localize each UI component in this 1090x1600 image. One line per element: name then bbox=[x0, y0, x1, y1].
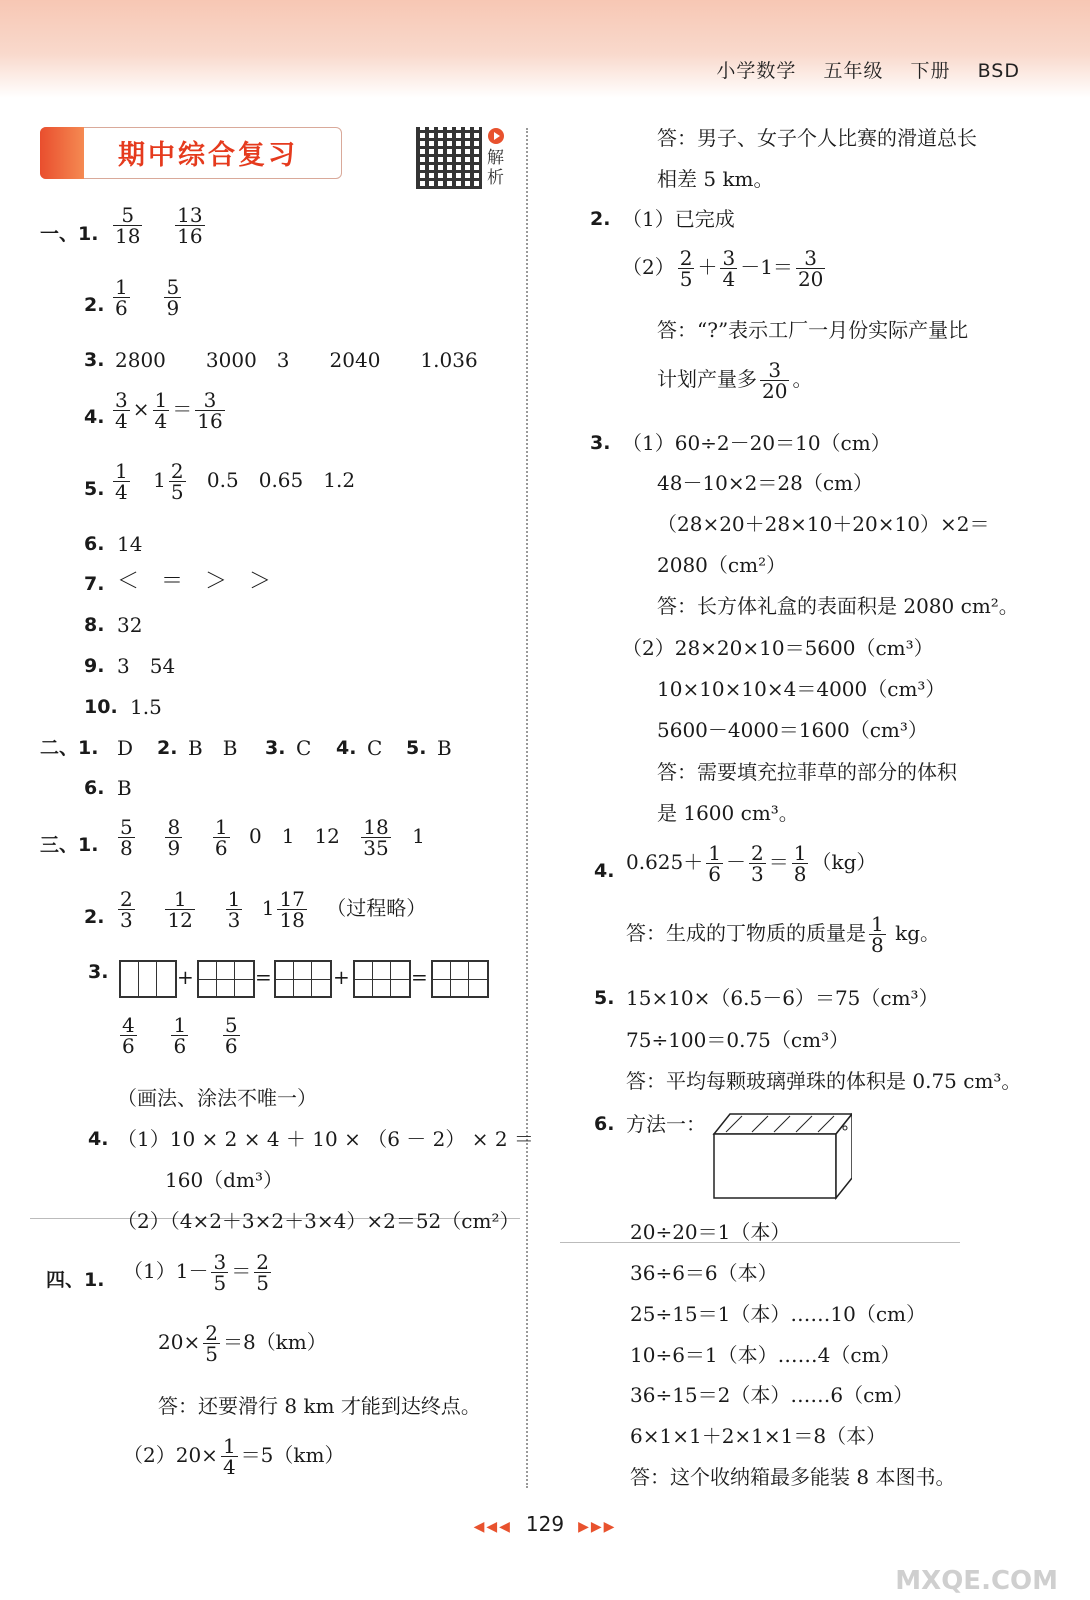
answer-s3-q4-line1: （1）10 × 2 × 4 ＋ 10 × （6 － 2） × 2 ＝ bbox=[117, 1127, 534, 1151]
answer-s2-q4: C bbox=[367, 736, 383, 760]
answer-s1-q8: 32 bbox=[117, 613, 143, 637]
answer-s3-q3: $\frac{4}{6}$ $\frac{1}{6}$ $\frac{5}{6}$ bbox=[122, 1013, 238, 1058]
answer-r-q6-method: 方法一： bbox=[626, 1112, 706, 1136]
plus-sign: + bbox=[333, 965, 350, 989]
answer-r-q2-ans1: 答：“?”表示工厂一月份实际产量比 bbox=[657, 318, 969, 342]
prev-arrows-icon: ◀◀◀ bbox=[473, 1519, 512, 1535]
answer-s4-q1-c: （2）20× $\frac{1}{4}$ ＝5（km） bbox=[123, 1434, 345, 1479]
answer-r-q3-line: 答：需要填充拉菲草的部分的体积 bbox=[657, 760, 957, 784]
answer-s2-q6: B bbox=[117, 776, 132, 800]
title-tab bbox=[40, 127, 84, 179]
answer-r-q5-line: 15×10×（6.5－6）＝75（cm³） bbox=[626, 986, 939, 1010]
answer-r-line2: 相差 5 km。 bbox=[657, 167, 774, 191]
page-title: 期中综合复习 bbox=[118, 140, 298, 171]
equals-sign: = bbox=[411, 965, 428, 989]
answer-s1-q1: $\frac{5}{18}$ $\frac{13}{16}$ bbox=[115, 203, 203, 248]
q-label: 6. bbox=[84, 777, 105, 799]
answer-s4-q1-b: 20× $\frac{2}{5}$ ＝8（km） bbox=[158, 1321, 327, 1366]
answer-s4-q1-ans: 答：还要滑行 8 km 才能到达终点。 bbox=[158, 1394, 481, 1418]
q-label: 7. bbox=[84, 573, 105, 595]
q-label: 2. bbox=[590, 208, 611, 230]
q-label: 8. bbox=[84, 614, 105, 636]
answer-r-q6-line: 36÷15＝2（本）……6（cm） bbox=[630, 1383, 914, 1407]
q-label: 5. bbox=[594, 987, 615, 1009]
qr-label: 解析 bbox=[487, 148, 504, 188]
answer-s1-q2: $\frac{1}{6}$ $\frac{5}{9}$ bbox=[115, 275, 180, 320]
answer-s3-q2: $\frac{2}{3}$ $\frac{1}{12}$ $\frac{1}{3}$ 1 $\frac{17}{18}$ （过程略） bbox=[120, 887, 427, 932]
answer-s3-q4-line3: （2）（4×2＋3×2＋3×4）×2＝52（cm²） bbox=[117, 1209, 520, 1233]
play-icon[interactable] bbox=[488, 128, 504, 144]
answer-s4-q1-a: （1）1－ $\frac{3}{5}$ ＝ $\frac{2}{5}$ bbox=[123, 1250, 269, 1295]
q-label: 5. bbox=[406, 737, 427, 759]
fraction-grid-1 bbox=[119, 960, 177, 998]
answer-r-q3-line: （28×20＋28×10＋20×10）×2＝ bbox=[657, 512, 990, 536]
header-subject: 小学数学 bbox=[716, 60, 797, 82]
answer-s3-q1: $\frac{5}{8}$ $\frac{8}{9}$ $\frac{1}{6}$ 0 1 12 $\frac{18}{35}$ 1 bbox=[120, 815, 425, 860]
answer-r-q4: 0.625＋ $\frac{1}{6}$ － $\frac{2}{3}$ ＝ $\frac{1}{8}$ （kg） bbox=[626, 841, 877, 886]
answer-s1-q10: 1.5 bbox=[130, 695, 162, 719]
fraction-grid-3 bbox=[274, 960, 332, 998]
q-label: 4. bbox=[88, 1128, 109, 1150]
answer-s1-q9: 3 54 bbox=[117, 654, 176, 678]
equals-sign: = bbox=[255, 965, 272, 989]
answer-r-q3-line: 是 1600 cm³。 bbox=[657, 801, 799, 825]
fraction-grid-4 bbox=[353, 960, 411, 998]
q-label: 4. bbox=[84, 406, 105, 428]
answer-r-q6-line: 10÷6＝1（本）……4（cm） bbox=[630, 1343, 901, 1367]
answer-r-q3-line: 答：长方体礼盒的表面积是 2080 cm²。 bbox=[657, 594, 1019, 618]
answer-r-q2-ans2: 计划产量多 $\frac{3}{20}$ 。 bbox=[657, 358, 813, 403]
answer-s1-q6: 14 bbox=[117, 532, 143, 556]
q-label: 6. bbox=[594, 1113, 615, 1135]
answer-r-q6-line: 20÷20＝1（本） bbox=[630, 1220, 791, 1244]
answer-s3-q3-note: （画法、涂法不唯一） bbox=[117, 1086, 317, 1110]
answer-r-q3-line: （1）60÷2－20＝10（cm） bbox=[622, 431, 891, 455]
answer-s3-q4-line2: 160（dm³） bbox=[165, 1168, 283, 1192]
answer-r-q3-line: 2080（cm²） bbox=[657, 553, 787, 577]
header-volume: 下册 bbox=[910, 60, 951, 82]
q-label: 6. bbox=[84, 533, 105, 555]
answer-r-q2-a: （1）已完成 bbox=[622, 207, 735, 231]
header-info bbox=[696, 56, 1020, 83]
q-label: 5. bbox=[84, 478, 105, 500]
answer-r-q3-line: 48－10×2＝28（cm） bbox=[657, 471, 873, 495]
answer-s1-q5: $\frac{1}{4}$ 1 $\frac{2}{5}$ 0.5 0.65 1.2 bbox=[115, 459, 356, 504]
q-label: 3. bbox=[590, 432, 611, 454]
q-label: 4. bbox=[336, 737, 357, 759]
q-label: 4. bbox=[594, 860, 615, 882]
header-grade: 五年级 bbox=[823, 60, 884, 82]
plus-sign: + bbox=[177, 965, 194, 989]
q-label: 2. bbox=[157, 737, 178, 759]
answer-r-q2-b: （2） $\frac{2}{5}$ ＋ $\frac{3}{4}$ －1＝ $\frac{3}{20}$ bbox=[622, 246, 824, 291]
section-1-label: 一、1. bbox=[40, 223, 99, 245]
answer-s2-q1: D bbox=[117, 736, 134, 760]
section-4-label: 四、1. bbox=[46, 1269, 105, 1291]
q-label: 2. bbox=[84, 294, 105, 316]
q-label: 3. bbox=[265, 737, 286, 759]
scan-line bbox=[560, 1242, 960, 1243]
answer-r-q6-line: 36÷6＝6（本） bbox=[630, 1261, 778, 1285]
section-2-label: 二、1. bbox=[40, 737, 99, 759]
page-number: 129 bbox=[525, 1512, 565, 1536]
watermark: MXQE.COM bbox=[895, 1566, 1058, 1596]
answer-s1-q3: 2800 3000 3 2040 1.036 bbox=[115, 348, 478, 372]
q-label: 3. bbox=[84, 349, 105, 371]
next-arrows-icon: ▶▶▶ bbox=[578, 1519, 617, 1535]
answer-r-q3-line: （2）28×20×10＝5600（cm³） bbox=[622, 636, 934, 660]
page-footer bbox=[0, 1512, 1090, 1536]
header-edition: BSD bbox=[977, 60, 1020, 82]
fraction-grid-5 bbox=[431, 960, 489, 998]
section-3-label: 三、1. bbox=[40, 834, 99, 856]
answer-s2-q3: C bbox=[296, 736, 312, 760]
page-header bbox=[0, 0, 1090, 98]
answer-r-line1: 答：男子、女子个人比赛的滑道总长 bbox=[657, 126, 977, 150]
q-label: 10. bbox=[84, 696, 118, 718]
answer-r-q3-line: 5600－4000＝1600（cm³） bbox=[657, 718, 928, 742]
answer-r-q6-line: 答：这个收纳箱最多能装 8 本图书。 bbox=[630, 1465, 956, 1489]
answer-r-q6-line: 6×1×1＋2×1×1＝8（本） bbox=[630, 1424, 887, 1448]
storage-box-illustration bbox=[712, 1112, 852, 1200]
answer-r-q5-line: 75÷100＝0.75（cm³） bbox=[626, 1028, 850, 1052]
answer-s2-q5: B bbox=[437, 736, 452, 760]
answer-s2-q2: B B bbox=[188, 736, 238, 760]
q-label: 9. bbox=[84, 655, 105, 677]
answer-r-q4-ans: 答：生成的丁物质的质量是 $\frac{1}{8}$ kg。 bbox=[626, 912, 941, 957]
fraction-grid-2 bbox=[197, 960, 255, 998]
qr-code-icon[interactable] bbox=[416, 127, 482, 189]
column-divider bbox=[526, 128, 528, 1488]
answer-r-q5-line: 答：平均每颗玻璃弹珠的体积是 0.75 cm³。 bbox=[626, 1069, 1022, 1093]
answer-r-q6-line: 25÷15＝1（本）……10（cm） bbox=[630, 1302, 926, 1326]
answer-s1-q7: ＜ ＝ ＞ ＞ bbox=[117, 569, 272, 594]
answer-s1-q4: $\frac{3}{4}$ × $\frac{1}{4}$ ＝ $\frac{3}{16}$ bbox=[115, 388, 223, 433]
q-label: 3. bbox=[88, 961, 109, 983]
answer-r-q3-line: 10×10×10×4＝4000（cm³） bbox=[657, 677, 946, 701]
q-label: 2. bbox=[84, 906, 105, 928]
